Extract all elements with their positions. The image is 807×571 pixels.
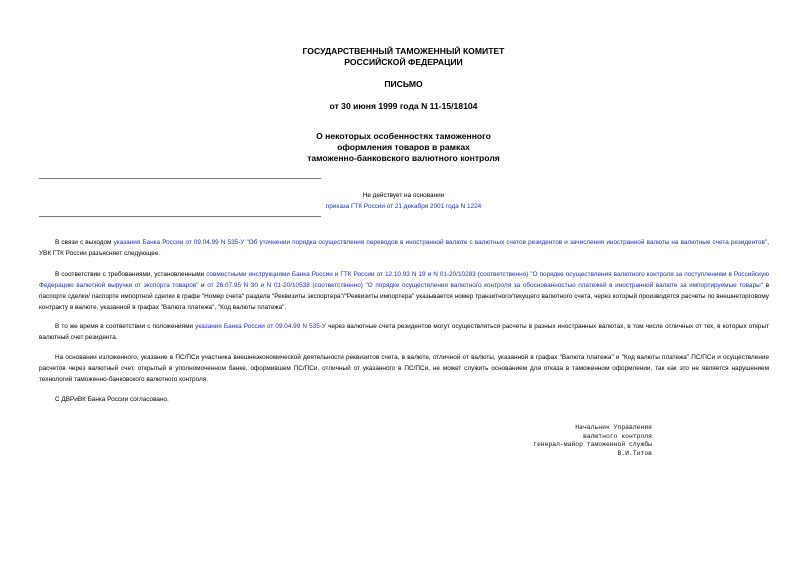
paragraph-positions-text: В то же время в соответствии с положениями (55, 323, 196, 330)
paragraph-intro (39, 237, 769, 259)
document-title-line3: таможенно-банковского валютного контроля (307, 153, 500, 163)
document-type: ПИСЬМО (384, 79, 423, 89)
org-name-line1: ГОСУДАРСТВЕННЫЙ ТАМОЖЕННЫЙ КОМИТЕТ (302, 46, 505, 56)
signature-name: В.И.Титов (617, 449, 652, 457)
paragraph-agreed: С ДВРиВК Банка России согласовано. (55, 396, 169, 403)
document-title-line2: оформления товаров в рамках (337, 142, 470, 152)
paragraph-intro-tail: , УВК ГТК России разъясняет следующее. (39, 239, 769, 257)
signature-rank: генерал-майор таможенной службы (533, 441, 652, 448)
paragraph-requirements-text: В соответствии с требованиями, установленными (55, 271, 207, 278)
signature-department: валютного контроля (582, 432, 652, 440)
divider-top (39, 178, 321, 179)
divider-bottom (39, 216, 321, 217)
status-text: Не действует на основании (362, 192, 445, 199)
joint-instructions-link-2[interactable]: от 26.07.95 N 30 и N 01-20/10538 (соответственно) "О порядке осуществления валютного контроля за обоснованностью платежей в иностранной валюте за импортируемые товары" (207, 282, 764, 289)
org-name-line2: РОССИЙСКОЙ ФЕДЕРАЦИИ (344, 57, 463, 67)
paragraph-conclusion: На основании изложенного, указание в ПС/ПСи участника внешнеэкономической деятельности реквизитов счета, в валюте, отличной от валюты, указанной в графах "Валюта платежа" и "Код валюты платежа" ПС/ПСи и осуществление расчетов через валютный счет, открытый в уполномоченном банке, оформившем ПС/ПСи, отличный от указанного в ПС/ПСи, не может служить основанием для отказа в таможенном оформлении, так как это не является нарушением технологий таможенно-банковского валютного контроля. (39, 354, 769, 383)
paragraph-requirements-join: и (198, 282, 208, 289)
joint-instructions-link-1[interactable]: совместными инструкциями Банка России и ГТК России от 12.10.93 N 19 и N 01-20/10283 (соответственно) "О порядке осуществления валютного контроля за поступлением в Российскую Федерацию валютной выручки от экспорта товаров" (39, 271, 769, 289)
paragraph-requirements (39, 269, 769, 313)
signature-position: Начальник Управления (575, 424, 652, 431)
document-date-number: от 30 июня 1999 года N 11-15/18104 (329, 101, 478, 111)
document-title-line1: О некоторых особенностях таможенного (316, 131, 491, 141)
paragraph-intro-text: В связи с выходом (55, 239, 114, 246)
status-order-link[interactable]: приказа ГТК России от 21 декабря 2001 года N 1224 (325, 203, 482, 210)
paragraph-positions-tail: через валютные счета резидентов могут осуществляться расчеты в разных иностранных валютах, в том числе отличных от тех, в которых открыт валютный счет резидента. (39, 323, 769, 341)
paragraph-requirements-tail: в паспорте сделки/ паспорте импортной сделки в графе "Номер счета" раздела "Реквизиты экспортера"/"Реквизиты импортера" указывается номер транзитного/текущего валютного счета, через который производятся расчеты по внешнеторговому контракту в валюте, указанной в графах "Валюта платежа", "Код валюты платежа". (39, 282, 770, 311)
bank-instruction-link-2[interactable]: указания Банка России от 09.04.99 N 535-У (195, 323, 326, 330)
paragraph-positions (39, 321, 769, 343)
signature-block (480, 424, 652, 458)
bank-instruction-link[interactable]: указания Банка России от 09.04.99 N 535-У "Об уточнении порядка осуществления переводов в иностранной валюте с валютных счетов резидентов и зачисления иностранной валюты на валютные счета резидентов" (113, 239, 768, 246)
